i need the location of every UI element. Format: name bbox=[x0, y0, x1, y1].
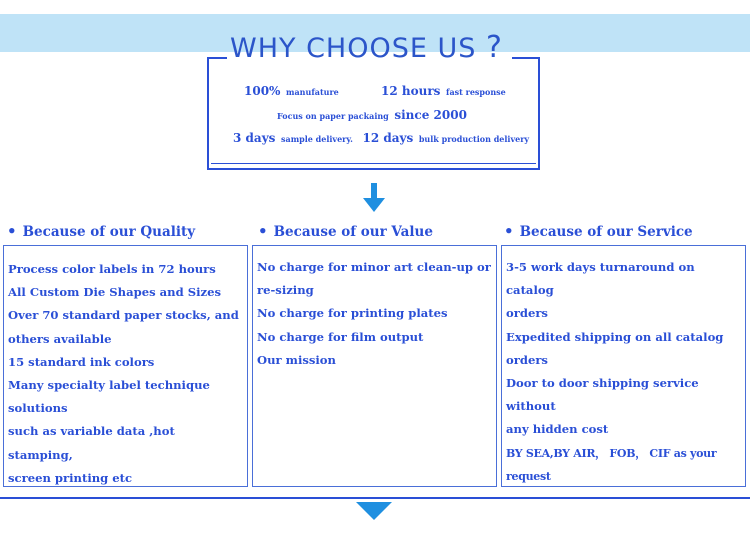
highlight-value: since 2000 bbox=[394, 108, 467, 122]
quality-box bbox=[3, 245, 248, 487]
list-item: All Custom Die Shapes and Sizes bbox=[8, 285, 221, 300]
list-item: Our mission bbox=[257, 352, 336, 367]
arrow-down-icon bbox=[363, 183, 385, 213]
value-box bbox=[252, 245, 497, 487]
highlight-value: 12 hours bbox=[381, 84, 441, 98]
heading-text: Because of our Value bbox=[273, 224, 433, 240]
frame-corner-right bbox=[512, 57, 540, 59]
highlight-line-1 bbox=[244, 80, 339, 99]
highlight-caption: manufature bbox=[286, 87, 339, 97]
list-item: Many specialty label technique solutions bbox=[8, 378, 210, 416]
highlight-line-1b bbox=[381, 80, 506, 99]
section-divider bbox=[0, 497, 750, 499]
heading-text: Because of our Quality bbox=[22, 224, 196, 240]
list-item: screen printing etc bbox=[8, 470, 133, 485]
highlight-caption: fast response bbox=[446, 87, 506, 97]
highlight-line-2 bbox=[277, 104, 467, 123]
highlight-line-3 bbox=[233, 127, 529, 146]
highlight-value: 100% bbox=[244, 84, 281, 98]
list-item: Expedited shipping on all catalog orders bbox=[506, 329, 724, 367]
list-item: Process color labels in 72 hours bbox=[8, 262, 216, 276]
title-text: WHY CHOOSE US bbox=[230, 33, 477, 64]
list-item: BY SEA,BY AIR， FOB， CIF as your request bbox=[506, 446, 717, 483]
heading-text: Because of our Service bbox=[519, 224, 693, 240]
column-heading-service: • Because of our Service bbox=[504, 222, 693, 240]
list-item: 15 standard ink colors bbox=[8, 354, 155, 369]
frame-corner-left bbox=[207, 57, 227, 59]
list-item: Door to door shipping service without bbox=[506, 376, 699, 414]
column-heading-value: • Because of our Value bbox=[258, 222, 433, 240]
list-item: such as variable data ,hot stamping, bbox=[8, 424, 175, 462]
service-box bbox=[501, 245, 746, 487]
frame-inner-line bbox=[211, 163, 536, 164]
list-item: Over 70 standard paper stocks, and bbox=[8, 308, 239, 323]
list-item: 3-5 work days turnaround on catalog bbox=[506, 260, 695, 298]
highlight-caption: sample delivery. bbox=[281, 134, 353, 144]
list-item: any hidden cost bbox=[506, 422, 609, 437]
highlight-caption: Focus on paper packaing bbox=[277, 111, 389, 121]
list-item: No charge for printing plates bbox=[257, 306, 448, 321]
caret-down-icon bbox=[356, 501, 392, 521]
title-question-mark: ? bbox=[486, 30, 503, 65]
list-item: No charge for minor art clean-up or bbox=[257, 260, 491, 274]
highlight-value: 12 days bbox=[362, 131, 414, 145]
highlight-value: 3 days bbox=[233, 131, 276, 145]
list-item: orders bbox=[506, 306, 548, 321]
list-item: others available bbox=[8, 331, 112, 346]
highlight-caption: bulk production delivery bbox=[418, 134, 530, 144]
list-item: No charge for film output bbox=[257, 329, 424, 344]
list-item: re-sizing bbox=[257, 283, 314, 298]
column-heading-quality: • Because of our Quality bbox=[7, 222, 196, 240]
